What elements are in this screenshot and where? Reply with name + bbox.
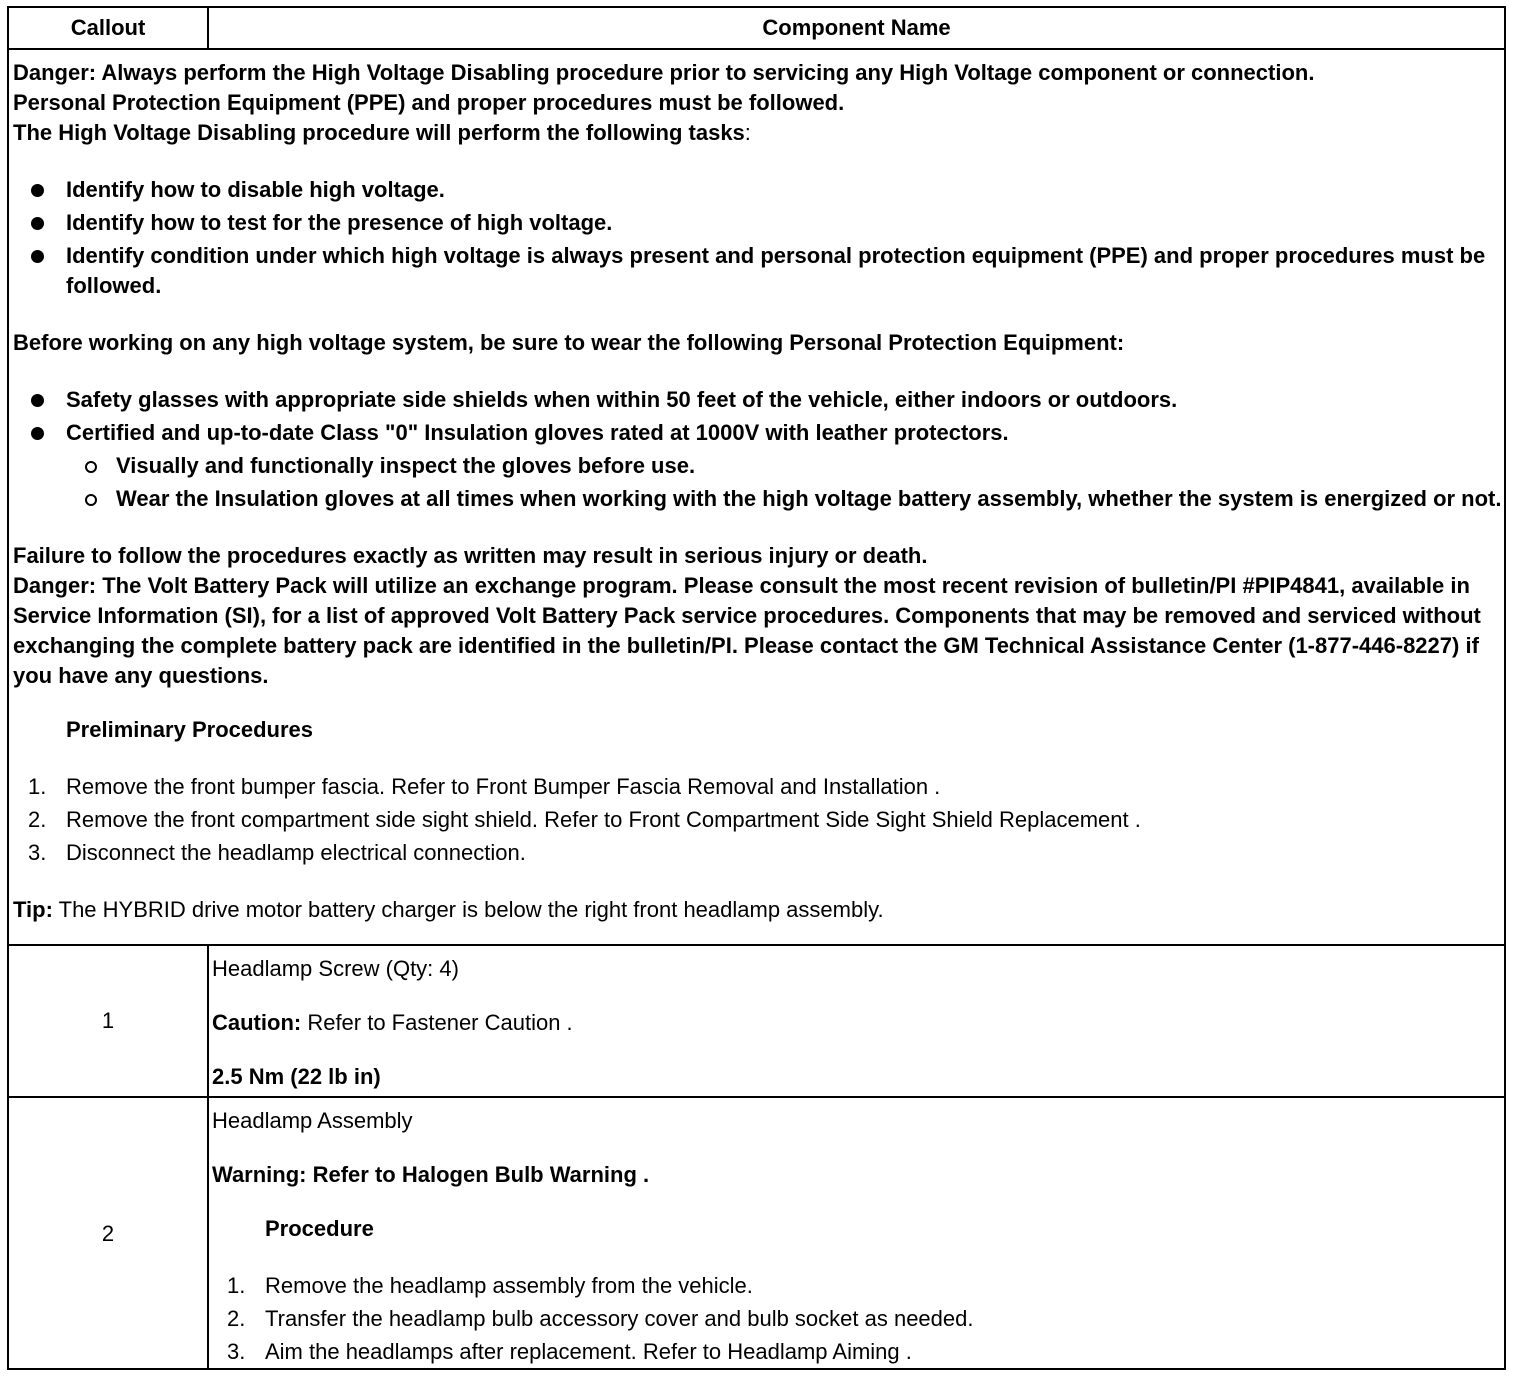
table-row (9, 1098, 1504, 1370)
component-cell (209, 946, 1504, 1096)
procedure-title: Procedure (265, 1216, 374, 1241)
table-row (9, 946, 1504, 1098)
bullet-icon (31, 217, 44, 230)
procedure-step: 3. Aim the headlamps after replacement. Refer to Headlamp Aiming . (227, 1339, 912, 1364)
list-item: Identify how to disable high voltage. (13, 175, 1504, 205)
caution-line (212, 1008, 1504, 1038)
component-cell (209, 1098, 1504, 1370)
list-item: Certified and up-to-date Class "0" Insulation gloves rated at 1000V with leather protectors. (13, 418, 1504, 448)
tasks-colon: : (744, 120, 751, 145)
callout-cell: 1 (9, 946, 209, 1096)
danger-battery-exchange: Danger: The Volt Battery Pack will utilize an exchange program. Please consult the most recent revision of bulletin/PI #PIP4841, available in Service Information (SI), for a list of approved Volt Battery Pack service procedures. Components that may be removed and serviced without exchanging the complete battery pack are identified in the bulletin/PI. Please contact the GM Technical Assistance Center (1-877-446-8227) if you have any questions. (13, 573, 1481, 688)
list-item: Safety glasses with appropriate side shields when within 50 feet of the vehicle, either indoors or outdoors. (13, 385, 1504, 415)
table-header (9, 8, 1504, 50)
procedure-step: 2. Transfer the headlamp bulb accessory cover and bulb socket as needed. (227, 1306, 974, 1331)
header-component-name: Component Name (762, 15, 951, 40)
component-name: Headlamp Screw (Qty: 4) (212, 956, 459, 981)
danger-hv-disabling: Danger: Always perform the High Voltage Disabling procedure prior to servicing any High Voltage component or connection. (13, 60, 1315, 85)
preliminary-procedures-title: Preliminary Procedures (66, 717, 314, 742)
circle-bullet-icon (85, 494, 97, 506)
tip (13, 895, 1504, 925)
component-name: Headlamp Assembly (212, 1108, 413, 1133)
tip-text: The HYBRID drive motor battery charger is below the right front headlamp assembly. (52, 897, 884, 922)
bullet-icon (31, 427, 44, 440)
bullet-icon (31, 250, 44, 263)
tip-label: Tip: (13, 897, 53, 922)
circle-bullet-icon (85, 461, 97, 473)
header-callout: Callout (9, 8, 209, 48)
torque-spec: 2.5 Nm (22 lb in) (212, 1064, 381, 1089)
failure-warning: Failure to follow the procedures exactly as written may result in serious injury or death. (13, 543, 928, 568)
procedure-step: 1. Remove the headlamp assembly from the vehicle. (227, 1273, 753, 1298)
list-item: Identify how to test for the presence of high voltage. (13, 208, 1504, 238)
caution-text: Refer to Fastener Caution . (301, 1010, 573, 1035)
sub-list-item: Visually and functionally inspect the gloves before use. (13, 451, 1504, 481)
procedure-step: 1. Remove the front bumper fascia. Refer to Front Bumper Fascia Removal and Installation . (28, 774, 941, 799)
callout-cell: 2 (9, 1098, 209, 1370)
caution-label: Caution: (212, 1010, 302, 1035)
sub-list-item: Wear the Insulation gloves at all times when working with the high voltage battery assembly, whether the system is energized or not. (13, 484, 1504, 514)
tasks-intro-line (13, 118, 1504, 148)
bullet-icon (31, 394, 44, 407)
tasks-intro: The High Voltage Disabling procedure will perform the following tasks (13, 120, 745, 145)
halogen-warning: Warning: Refer to Halogen Bulb Warning . (212, 1162, 650, 1187)
safety-warning-block (9, 50, 1504, 946)
list-item: Identify condition under which high voltage is always present and personal protection equipment (PPE) and proper procedures must be followed. (13, 241, 1504, 301)
component-table (7, 6, 1506, 1370)
before-working: Before working on any high voltage system, be sure to wear the following Personal Protection Equipment: (13, 330, 1125, 355)
ppe-requirement: Personal Protection Equipment (PPE) and proper procedures must be followed. (13, 90, 845, 115)
procedure-step: 2. Remove the front compartment side sight shield. Refer to Front Compartment Side Sight Shield Replacement . (28, 807, 1141, 832)
procedure-step: 3. Disconnect the headlamp electrical connection. (28, 840, 526, 865)
bullet-icon (31, 184, 44, 197)
